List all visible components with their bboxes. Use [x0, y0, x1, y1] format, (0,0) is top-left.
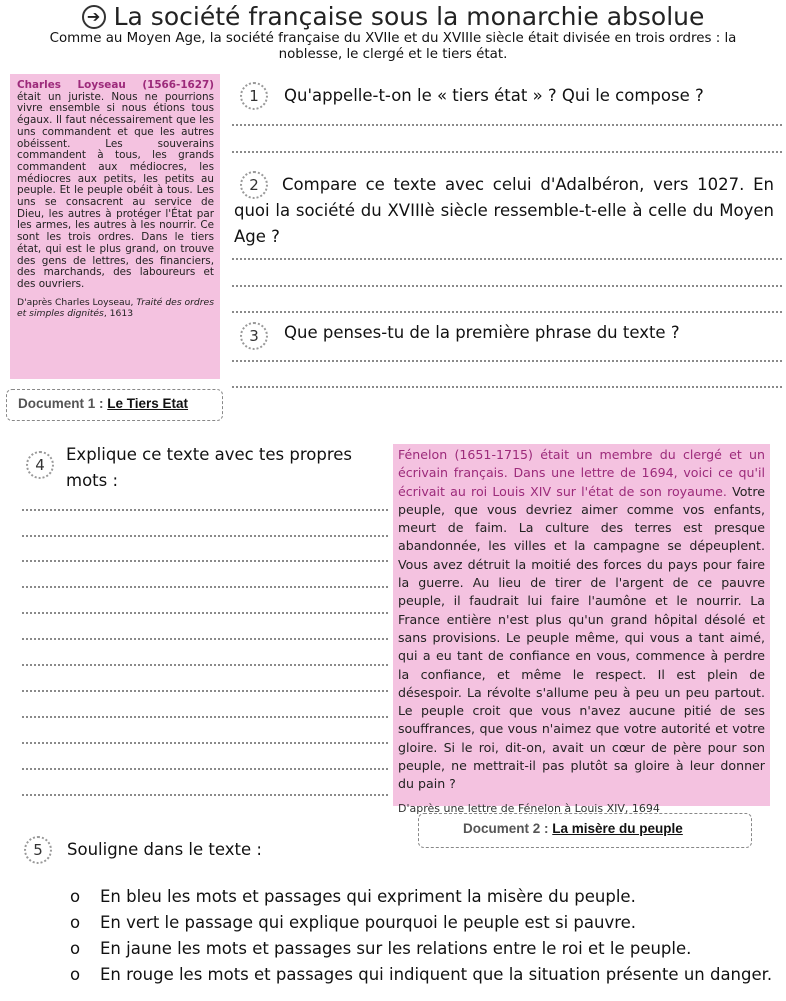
answer-line[interactable] [232, 285, 782, 287]
doc2-body: Votre peuple, que vous devriez aimer comme vos enfants, meurt de faim. La culture des terres est presque abandonnée, les villes et la campagne se dépeuplent. Vous avez détruit la moitié des forces du pays pour faire la guerre. Au lieu de tirer de l'argent de ce pauvre peuple, il faudrait lui faire l'aumône et le nourrir. La France entière n'est plus qu'un grand hôpital désolé et sans provisions. Le peuple même, qui vous a tant aimé, qui a eu tant de confiance en vous, commence à perdre la confiance, et même le respect. Il est plein de désespoir. La révolte s'allume peu à peu un peu partout. Le peuple croit que vous n'avez aucune pitié de ses souffrances, que vous n'aimez que votre autorité et votre gloire. Si le roi, dit-on, avait un cœur de père pour son peuple, ne mettrait-il pas plutôt sa gloire à leur donner du pain ? [398, 483, 765, 792]
doc2-label-prefix: Document 2 : [463, 821, 553, 836]
page-title-text: La société française sous la monarchie absolue [113, 2, 705, 31]
answer-line[interactable] [22, 768, 388, 770]
answer-line[interactable] [232, 151, 782, 153]
document-2-label [418, 813, 752, 848]
answer-line[interactable] [22, 612, 388, 614]
answer-line[interactable] [232, 311, 782, 313]
list-item-text: En bleu les mots et passages qui expriment la misère du peuple. [100, 887, 636, 906]
answer-line[interactable] [22, 742, 388, 744]
bullet-marker: o [70, 913, 81, 932]
list-item-text: En vert le passage qui explique pourquoi le peuple est si pauvre. [100, 913, 637, 932]
answer-line[interactable] [22, 664, 388, 666]
list-item-text: En jaune les mots et passages sur les relations entre le roi et le peuple. [100, 939, 692, 958]
doc1-source [17, 297, 214, 319]
doc2-label-title: La misère du peuple [552, 821, 683, 836]
answer-line[interactable] [22, 794, 388, 796]
doc2-source: D'après une lettre de Fénelon à Louis XIV, 1694 [398, 801, 660, 815]
doc1-body: était un juriste. Nous ne pourrions vivre ensemble si nous étions tous égaux. Il faut nécessairement que les uns commandent et que les autres obéissent. Les souverains commandent à tous, les grands commandent aux médiocres, les médiocres aux petits, les petits au peuple. Et le peuple obéit à tous. Les uns se consacrent au service de Dieu, les autres à protéger l'État par les armes, les autres à les nourrir. Ce sont les trois ordres. Dans le tiers état, qui est le plus grand, on trouve des gens de lettres, des financiers, des marchands, des laboureurs et des ouvriers. [17, 90, 214, 290]
bullet-marker: o [70, 939, 81, 958]
doc1-author: Charles Loyseau (1566-1627) [17, 79, 214, 91]
document-2-text [393, 444, 770, 815]
doc1-source-title: Traité des ordres et simples dignités [17, 296, 214, 319]
answer-line[interactable] [22, 560, 388, 562]
bullet-marker: o [70, 887, 81, 906]
list-item-text: En rouge les mots et passages qui indiquent que la situation présente un danger. [100, 965, 773, 984]
doc1-label-prefix: Document 1 : [18, 396, 108, 411]
question-5-text: Souligne dans le texte : [67, 840, 262, 859]
answer-line[interactable] [232, 124, 782, 126]
doc1-source-prefix: D'après Charles Loyseau, [17, 296, 137, 308]
question-1-text: Qu'appelle-t-on le « tiers état » ? Qui le compose ? [284, 86, 704, 105]
document-1-label [6, 389, 223, 421]
answer-line[interactable] [232, 258, 782, 260]
answer-line[interactable] [22, 586, 388, 588]
answer-line[interactable] [232, 386, 782, 388]
question-3-text: Que penses-tu de la première phrase du texte ? [284, 323, 680, 342]
question-2-text: Compare ce texte avec celui d'Adalbéron, vers 1027. En quoi la société du XVIIIè siècle ressemble-t-elle à celle du Moyen Age ? [234, 175, 774, 246]
question-number-2: 2 [240, 171, 268, 199]
page-subtitle: Comme au Moyen Age, la société française du XVIIe et du XVIIIe siècle était divisée en trois ordres : la noblesse, le clergé et le tiers état. [49, 31, 737, 62]
answer-line[interactable] [22, 535, 388, 537]
answer-line[interactable] [22, 690, 388, 692]
answer-line[interactable] [22, 509, 388, 511]
list-item [70, 936, 780, 962]
question-number-5: 5 [24, 836, 52, 864]
instruction-list [70, 884, 780, 988]
question-number-4: 4 [26, 451, 54, 479]
list-item [70, 910, 780, 936]
answer-line[interactable] [232, 360, 782, 362]
document-1-text [10, 74, 220, 379]
page-title [0, 2, 786, 31]
doc2-intro: Fénelon (1651-1715) était un membre du clergé et un écrivain français. Dans une lettre de 1694, voici ce qu'il écrivait au roi Louis XIV sur l'état de son royaume. [398, 447, 765, 499]
doc1-source-year: , 1613 [103, 307, 134, 319]
answer-line[interactable] [22, 716, 388, 718]
list-item [70, 962, 780, 988]
list-item [70, 884, 780, 910]
arrow-circle-icon: ➔ [82, 5, 106, 29]
bullet-marker: o [70, 965, 81, 984]
question-number-1: 1 [240, 82, 268, 110]
question-number-3: 3 [240, 322, 268, 350]
answer-line[interactable] [22, 638, 388, 640]
doc1-label-title: Le Tiers Etat [107, 396, 189, 411]
question-4-text: Explique ce texte avec tes propres mots : [66, 445, 353, 490]
